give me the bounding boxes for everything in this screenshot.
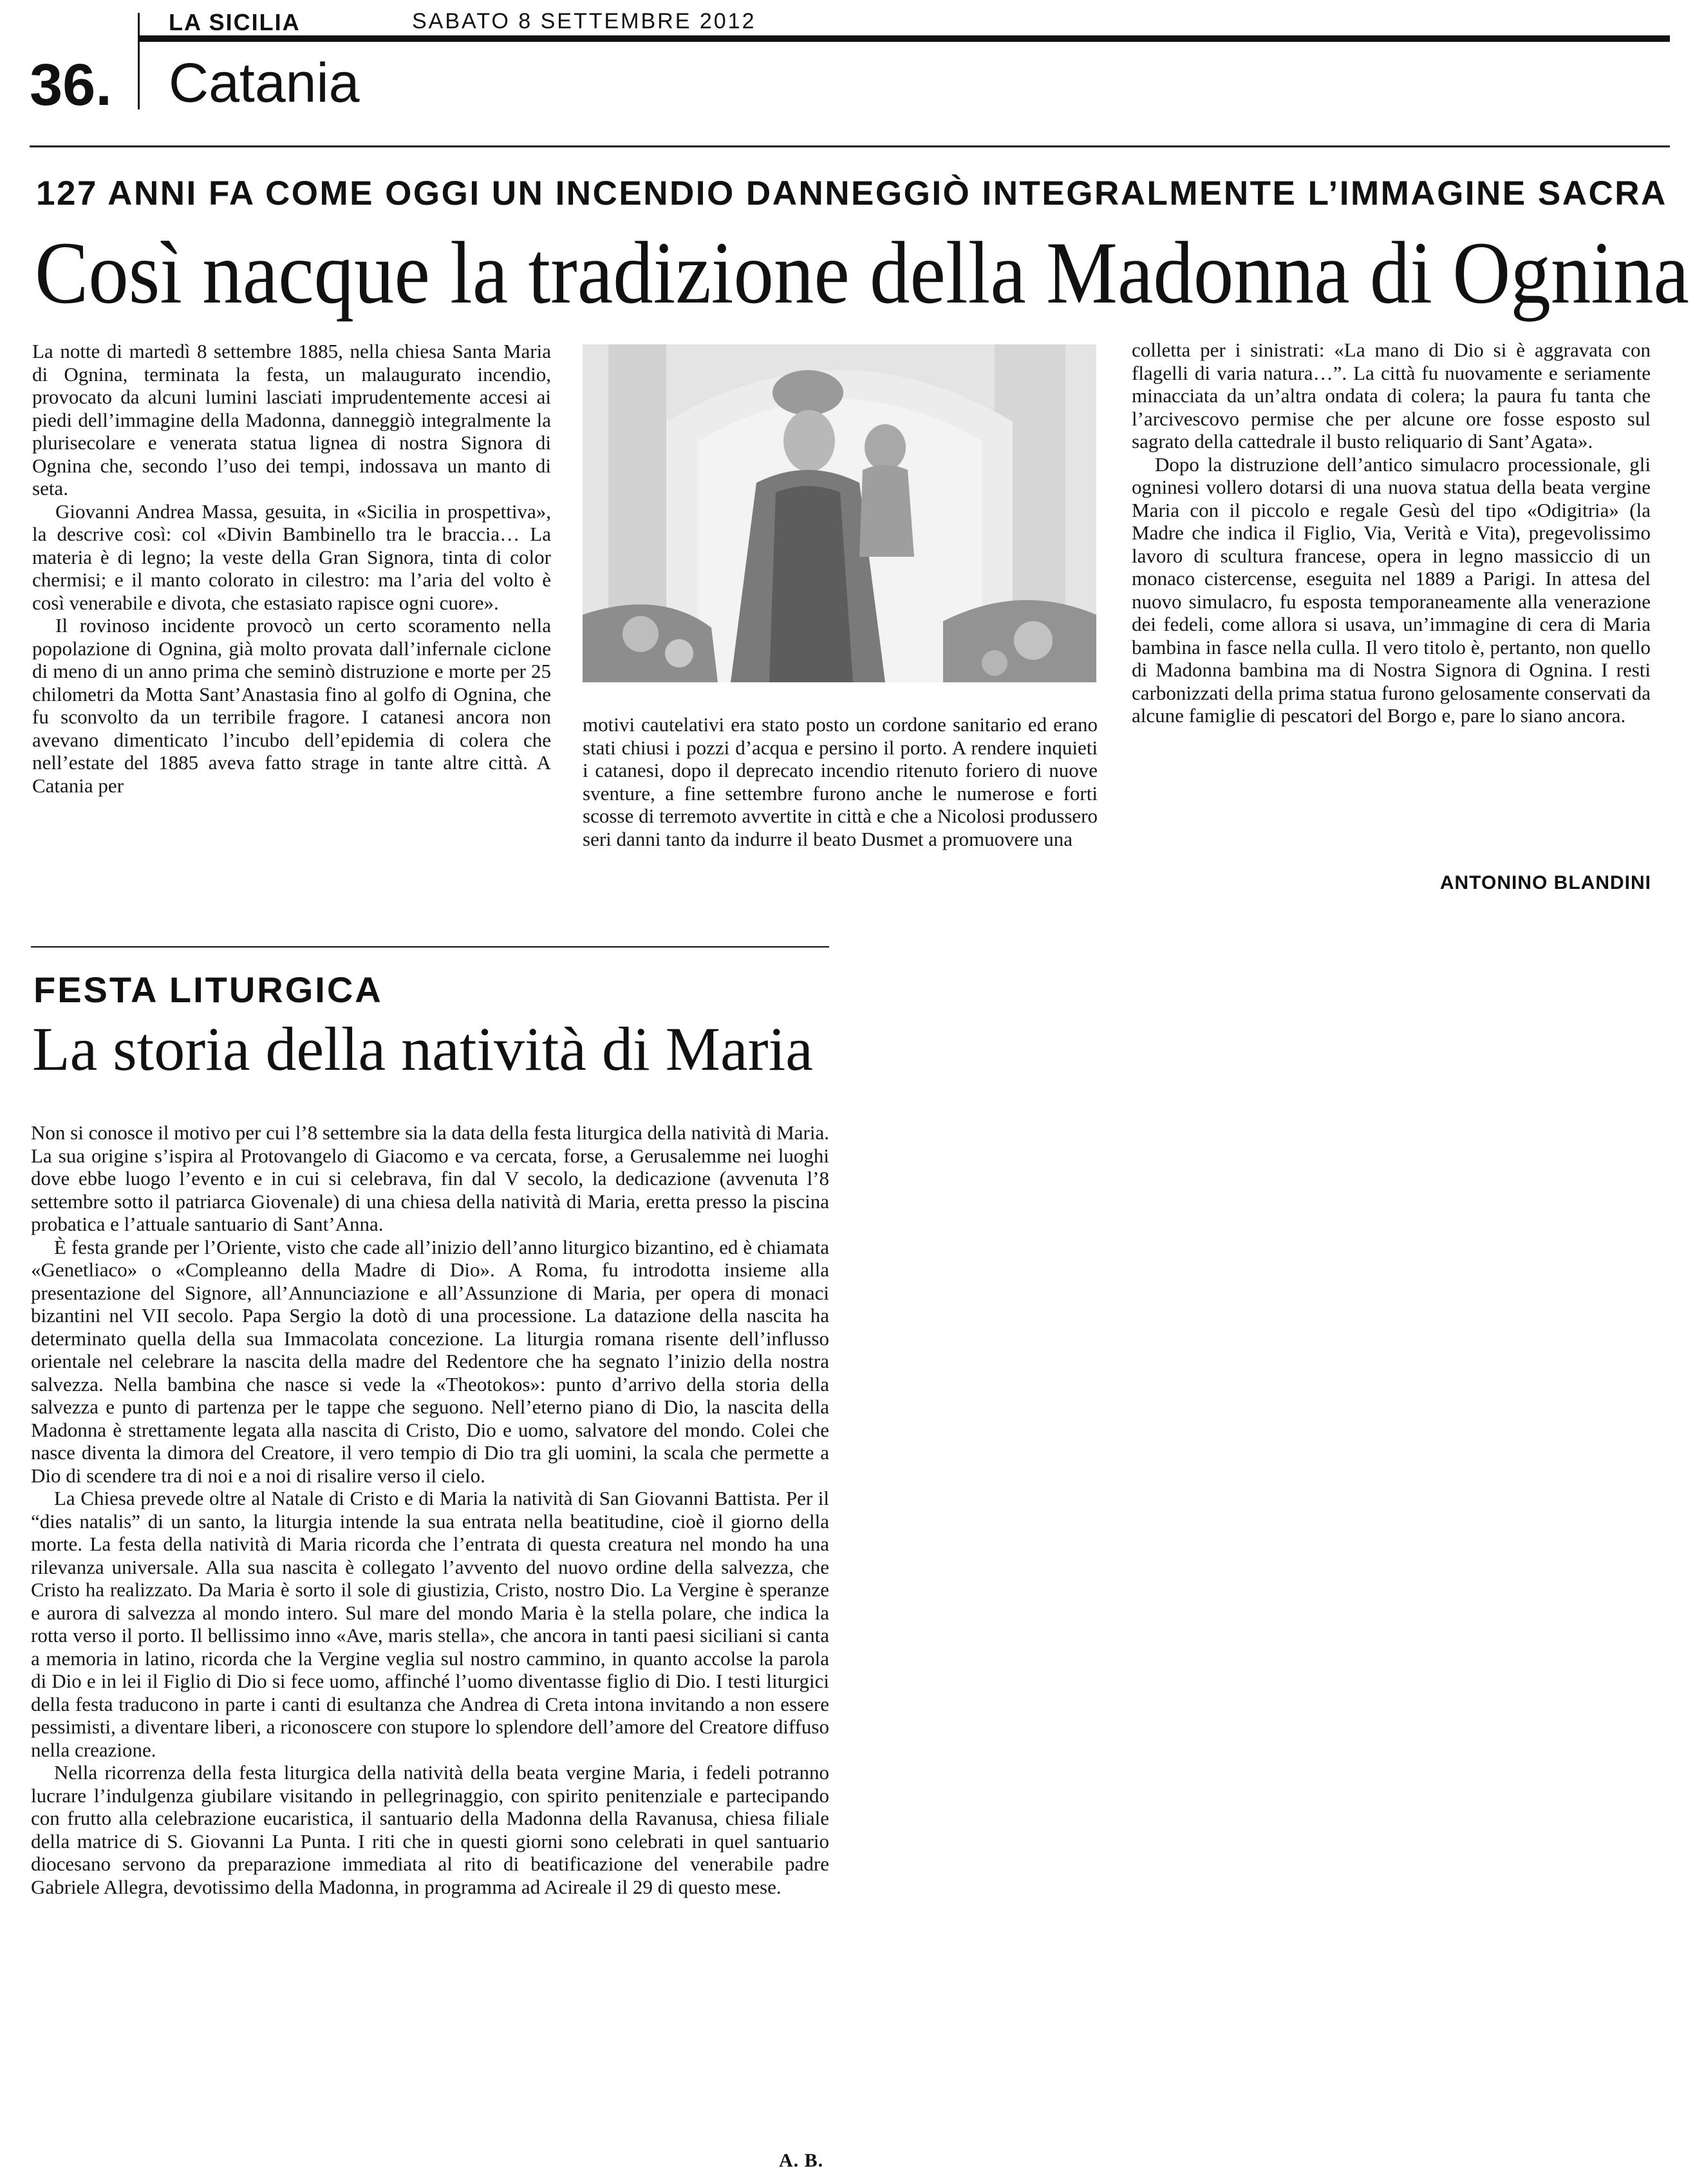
article1-paragraph: colletta per i sinistrati: «La mano di Dio si è aggravata con flagelli di varia natura…”. La città fu nuovamente e seriamente minacciata da un’altra ondata di colera; la paura fu tanta che l’arcivescovo permise che per alcune ore fosse esposto sul sagrato della cattedrale il busto reliquario di Sant’Agata». xyxy=(1132,339,1651,453)
masthead-rule xyxy=(138,35,1670,42)
article-separator xyxy=(31,946,829,947)
section-title: Catania xyxy=(169,52,360,114)
article2-paragraph: La Chiesa prevede oltre al Natale di Cristo e di Maria la natività di San Giovanni Battista. Per il “dies natalis” di un santo, la liturgia intende la sua entrata nella beatitudine, cioè il giorno della morte. La festa della natività di Maria ricorda che l’entrata di questa creatura nel mondo ha una rilevanza universale. Alla sua nascita è collegato l’avvento del nuovo ordine della salvezza, che Cristo ha realizzato. Da Maria è sorto il sole di giustizia, Cristo, nostro Dio. La Vergine è speranze e aurora di salvezza al mondo intero. Sul mare del mondo Maria è la stella polare, che indica la rotta verso il porto. Il bellissimo inno «Ave, maris stella», che ancora in tanti paesi siciliani si canta a memoria in latino, ricorda che la Vergine veglia sul nostro cammino, in quanto accolse la parola di Dio e in lei il Figlio di Dio si fece uomo, affinché l’uomo diventasse figlio di Dio. I testi liturgici della festa traducono in parte i canti di esultanza che Andrea di Creta intona invitando a non essere pessimisti, a diventare liberi, a riconoscere con stupore lo splendore dell’amore del Creatore diffuso nella creazione. xyxy=(31,1487,829,1761)
masthead-bottom-rule xyxy=(30,145,1670,147)
article2-paragraph: Nella ricorrenza della festa liturgica della natività della beata vergine Maria, i fedeli potranno lucrare l’indulgenza giubilare visitando in pellegrinaggio, con spirito penitenziale e partecipando con frutto alla celebrazione eucaristica, il santuario della Madonna della Ravanusa, chiesa filiale della matrice di S. Giovanni La Punta. I riti che in questi giorni sono celebrati in quel santuario diocesano servono da preparazione immediata al rito di beatificazione del venerabile padre Gabriele Allegra, devotissimo della Madonna, in programma ad Acireale il 29 di questo mese. xyxy=(31,1761,829,1898)
article2-byline: A. B. xyxy=(779,2150,824,2171)
article1-paragraph: Giovanni Andrea Massa, gesuita, in «Sicilia in prospettiva», la descrive così: col «Divin Bambinello tra le braccia… La materia è di legno; la veste della Gran Signora, tinta di color chermisi; e il manto colorato in cilestro: ma l’aria del volto è così venerabile e divota, che estasiato rapisce ogni cuore». xyxy=(32,499,551,614)
article2-headline: La storia della natività di Maria xyxy=(32,1014,813,1083)
article2-paragraph: Non si conosce il motivo per cui l’8 settembre sia la data della festa liturgica della natività di Maria. La sua origine s’ispira al Protovangelo di Giacomo e va cercata, forse, a Gerusalemme nei luoghi dove ebbe luogo l’evento e in cui si celebrava, fin dal V secolo, la dedicazione (avvenuta l’8 settembre sotto il patriarca Giovenale) di una chiesa della natività di Maria, eretta presso la piscina probatica e l’attuale santuario di Sant’Anna. xyxy=(31,1121,829,1235)
paper-name: LA SICILIA xyxy=(169,9,301,35)
article1-column-1 xyxy=(32,340,551,797)
page-number: 36. xyxy=(30,52,112,118)
article1-headline: Così nacque la tradizione della Madonna di Ognina xyxy=(35,223,1689,322)
article2-kicker: FESTA LITURGICA xyxy=(33,969,383,1010)
masthead-divider xyxy=(138,13,140,109)
article1-paragraph: Dopo la distruzione dell’antico simulacro processionale, gli ogninesi vollero dotarsi di una nuova statua della beata vergine Maria con il piccolo e regale Gesù del tipo «Odigitria» (la Madre che indica il Figlio, Via, Verità e Vita), pregevolissimo lavoro di scultura francese, opera in legno massiccio di un monaco cistercense, eseguita nel 1889 a Parigi. In attesa del nuovo simulacro, fu esposta temporaneamente alla venerazione dei fedeli, come allora si usava, un’immagine di cera di Maria bambina in fasce nella culla. Il vero titolo è, pertanto, non quello di Madonna bambina ma di Nostra Signora di Ognina. I resti carbonizzati della prima statua furono gelosamente conservati da alcune famiglie di pescatori del Borgo e, pare lo siano ancora. xyxy=(1132,453,1651,727)
article1-byline: ANTONINO BLANDINI xyxy=(1439,872,1651,893)
article1-paragraph: motivi cautelativi era stato posto un cordone sanitario ed erano stati chiusi i pozzi d’acqua e persino il porto. A rendere inquieti i catanesi, dopo il deprecato incendio ritenuto foriero di nuove sventure, a fine settembre furono anche le numerose e forti scosse di terremoto avvertite in città e che a Nicolosi produssero seri danni tanto da indurre il beato Dusmet a promuovere una xyxy=(583,713,1098,850)
article1-paragraph: La notte di martedì 8 settembre 1885, nella chiesa Santa Maria di Ognina, terminata la festa, un malaugurato incendio, provocato da alcuni lumini lasciati imprudentemente accesi ai piedi dell’immagine della Madonna, danneggiò integralmente la plurisecolare e venerata statua lignea di nostra Signora di Ognina che, secondo l’uso dei tempi, indossava un manto di seta. xyxy=(32,340,551,499)
article1-column-2 xyxy=(583,713,1098,850)
article2-paragraph: È festa grande per l’Oriente, visto che cade all’inizio dell’anno liturgico bizantino, ed è chiamata «Genetliaco» o «Compleanno della Madre di Dio». A Roma, fu introdotta insieme alla presentazione del Signore, all’Annunciazione e all’Assunzione di Maria, per opera di monaci bizantini nel VII secolo. Papa Sergio la dotò di una processione. La datazione della nascita ha determinato quella della sua Immacolata concezione. La liturgia romana risente dell’influsso orientale nel celebrare la nascita della madre del Redentore che ha segnato l’inizio della nostra salvezza. Nella bambina che nasce si vede la «Theotokos»: punto d’arrivo della storia della salvezza e punto di partenza per le tappe che seguono. Nell’eterno piano di Dio, la nascita della Madonna è strettamente legata alla nascita di Cristo, Dio e uomo, salvatore del mondo. Colei che nasce diventa la dimora del Creatore, il vero tempio di Dio tra gli uomini, la scala che permette a Dio di scendere tra di noi e a noi di risalire verso il cielo. xyxy=(31,1235,829,1487)
article1-column-3 xyxy=(1132,339,1651,727)
issue-date: SABATO 8 SETTEMBRE 2012 xyxy=(412,9,756,33)
article2-body xyxy=(31,1121,829,1898)
madonna-statue-photo xyxy=(583,344,1096,682)
article1-paragraph: Il rovinoso incidente provocò un certo scoramento nella popolazione di Ognina, già molto provata dall’infernale ciclone di meno di un anno prima che seminò distruzione e morte per 25 chilometri da Motta Sant’Anastasia fino al golfo di Ognina, che fu sconvolto da un terribile fragore. I catanesi ancora non avevano dimenticato l’incubo dell’epidemia di colera che nell’estate del 1885 aveva fatto strage in tante altre città. A Catania per xyxy=(32,614,551,797)
madonna-statue-image xyxy=(583,344,1096,682)
article1-kicker: 127 ANNI FA COME OGGI UN INCENDIO DANNEGGIÒ INTEGRALMENTE L’IMMAGINE SACRA xyxy=(36,174,1667,212)
